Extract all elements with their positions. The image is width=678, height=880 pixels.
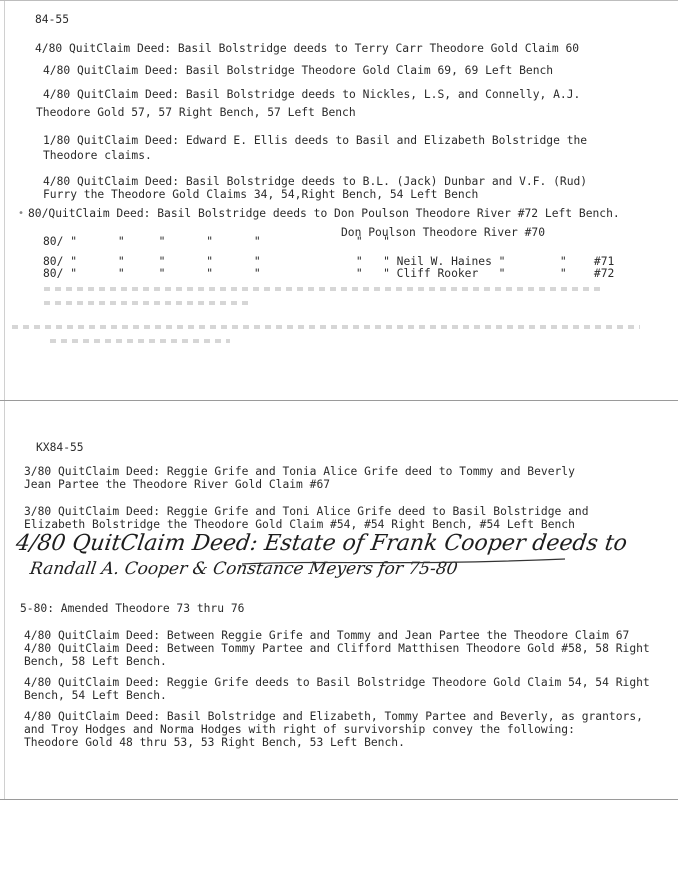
record-line: 4/80 QuitClaim Deed: Basil Bolstridge Theodore Gold Claim 69, 69 Left Bench bbox=[43, 64, 554, 77]
record-line: 4/80 QuitClaim Deed: Reggie Grife deeds to Basil Bolstridge Theodore Gold Claim 54, 54 Right bbox=[24, 676, 650, 689]
record-line: Jean Partee the Theodore River Gold Claim #67 bbox=[24, 478, 331, 491]
record-line: and Troy Hodges and Norma Hodges with right of survivorship convey the following: bbox=[24, 723, 575, 736]
record-line: 4/80 QuitClaim Deed: Between Tommy Partee and Clifford Matthisen Theodore Gold #58, 58 Right bbox=[24, 642, 650, 655]
record-line: 5-80: Amended Theodore 73 thru 76 bbox=[20, 602, 245, 615]
record-line: Elizabeth Bolstridge the Theodore Gold Claim #54, #54 Right Bench, #54 Left Bench bbox=[24, 518, 575, 531]
index-card-2 bbox=[0, 400, 678, 800]
record-line: 4/80 QuitClaim Deed: Between Reggie Grife and Tommy and Jean Partee the Theodore Claim 67 bbox=[24, 629, 630, 642]
record-line: 80/ " " " " " " " Cliff Rooker " " #72 bbox=[43, 267, 615, 280]
card-header: 84-55 bbox=[35, 13, 70, 26]
record-line: Theodore Gold 57, 57 Right Bench, 57 Left Bench bbox=[36, 106, 356, 119]
handwritten-entry-line: 4/80 QuitClaim Deed: Estate of Frank Cooper deeds to bbox=[14, 531, 629, 556]
record-line: Furry the Theodore Gold Claims 34, 54,Right Bench, 54 Left Bench bbox=[43, 188, 479, 201]
record-line: 4/80 QuitClaim Deed: Basil Bolstridge and Elizabeth, Tommy Partee and Beverly, as grantors, bbox=[24, 710, 643, 723]
record-line: Theodore Gold 48 thru 53, 53 Right Bench, 53 Left Bench. bbox=[24, 736, 405, 749]
record-line: 80/ " " " " " " " bbox=[43, 235, 390, 248]
record-line: 4/80 QuitClaim Deed: Basil Bolstridge deeds to B.L. (Jack) Dunbar and V.F. (Rud) bbox=[43, 175, 588, 188]
faint-illegible-text bbox=[0, 281, 678, 351]
handwritten-entry-line: Randall A. Cooper & Constance Meyers for 75-80 bbox=[28, 559, 459, 579]
record-line: 4/80 QuitClaim Deed: Basil Bolstridge deeds to Terry Carr Theodore Gold Claim 60 bbox=[35, 42, 580, 55]
card-header: KX84-55 bbox=[36, 441, 84, 454]
record-line: Bench, 54 Left Bench. bbox=[24, 689, 167, 702]
record-line: 80/ " " " " " " " Neil W. Haines " " #71 bbox=[43, 255, 615, 268]
handwritten-underline bbox=[240, 556, 570, 570]
record-line: 3/80 QuitClaim Deed: Reggie Grife and Tonia Alice Grife deed to Tommy and Beverly bbox=[24, 465, 575, 478]
index-card-1 bbox=[0, 0, 678, 400]
bullet-mark: • bbox=[18, 208, 25, 219]
record-line: Theodore claims. bbox=[43, 149, 152, 162]
record-line: 4/80 QuitClaim Deed: Basil Bolstridge deeds to Nickles, L.S, and Connelly, A.J. bbox=[43, 88, 581, 101]
record-line: Bench, 58 Left Bench. bbox=[24, 655, 167, 668]
record-line: 80/QuitClaim Deed: Basil Bolstridge deeds to Don Poulson Theodore River #72 Left Bench. bbox=[28, 207, 620, 220]
record-line: Don Poulson Theodore River #70 bbox=[341, 226, 546, 239]
record-line: 3/80 QuitClaim Deed: Reggie Grife and Toni Alice Grife deed to Basil Bolstridge and bbox=[24, 505, 589, 518]
record-line: 1/80 QuitClaim Deed: Edward E. Ellis deeds to Basil and Elizabeth Bolstridge the bbox=[43, 134, 588, 147]
card-edge bbox=[4, 401, 5, 799]
